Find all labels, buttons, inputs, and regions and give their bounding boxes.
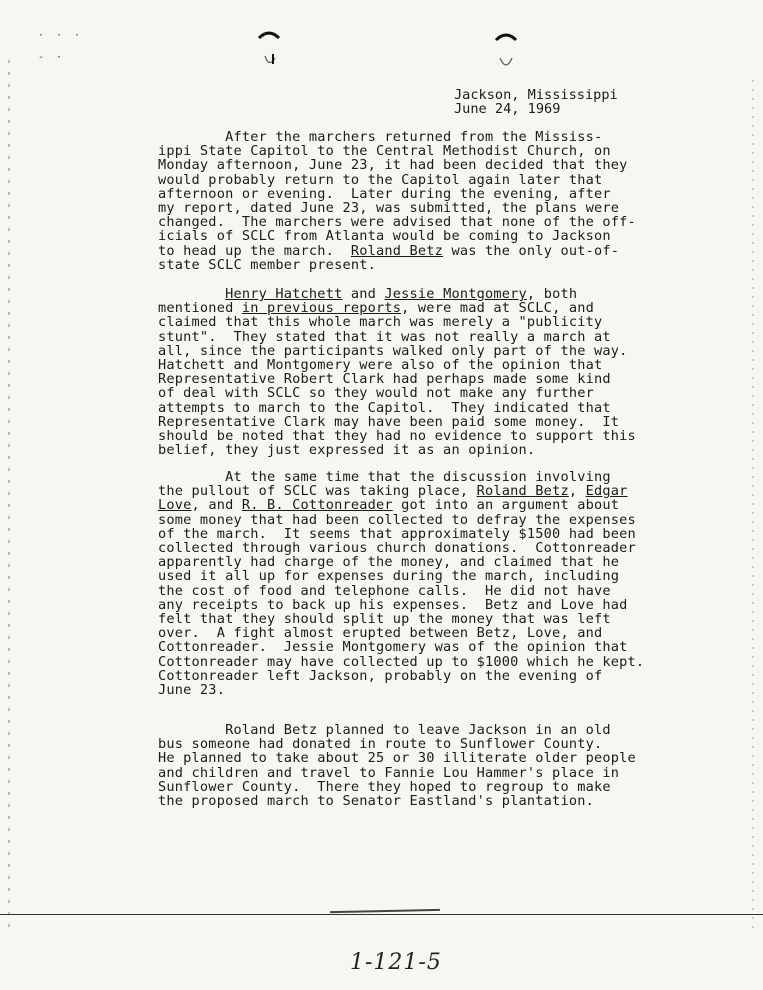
text-line: to head up the march. Roland Betz was the only out-of- xyxy=(158,242,620,259)
text-line: ippi State Capitol to the Central Methodist Church, on xyxy=(158,143,611,160)
text-line: mentioned in previous reports, were mad at SCLC, and xyxy=(158,300,594,317)
scan-edge-left xyxy=(8,60,10,930)
text-line: state SCLC member present. xyxy=(158,256,376,273)
text-line: Representative Robert Clark had perhaps made some kind xyxy=(158,371,611,388)
text-line: Sunflower County. There they hoped to regroup to make xyxy=(158,778,611,795)
dateline-city: Jackson, Mississippi xyxy=(454,87,618,103)
text-line: At the same time that the discussion involving xyxy=(158,469,611,485)
punch-hole-left xyxy=(255,28,283,68)
text-line: my report, dated June 23, was submitted, the plans were xyxy=(158,200,620,216)
text-line: Cottonreader. Jessie Montgomery was of the opinion that xyxy=(158,639,628,656)
text-line: and children and travel to Fannie Lou Hammer's place in xyxy=(158,764,620,781)
text-line: Hatchett and Montgomery were also of the opinion that xyxy=(158,357,603,373)
text-line: icials of SCLC from Atlanta would be coming to Jackson xyxy=(158,228,611,245)
text-line: felt that they should split up the money that was left xyxy=(158,611,611,627)
text-line: should be noted that they had no evidence to support this xyxy=(158,428,636,444)
text-line: After the marchers returned from the Mississ- xyxy=(158,129,603,145)
text-line: belief, they just expressed it as an opinion. xyxy=(158,442,536,459)
text-line: changed. The marchers were advised that none of the off- xyxy=(158,214,636,231)
scan-edge-right xyxy=(752,80,754,930)
text-line: Cottonreader left Jackson, probably on the evening of xyxy=(158,667,603,684)
text-line: Henry Hatchett and Jessie Montgomery, both xyxy=(225,286,578,302)
text-line: stunt". They stated that it was not really a march at xyxy=(158,328,611,345)
text-line: apparently had charge of the money, and claimed that he xyxy=(158,554,620,571)
text-line: Representative Clark may have been paid some money. It xyxy=(158,413,620,430)
text-line: used it all up for expenses during the march, including xyxy=(158,568,620,585)
text-line: all, since the participants walked only part of the way. xyxy=(158,342,628,359)
dateline-date: June 24, 1969 xyxy=(454,101,561,117)
text-line: the cost of food and telephone calls. He did not have xyxy=(158,582,611,599)
text-line: claimed that this whole march was merely a "publicity xyxy=(158,314,603,331)
text-line: June 23. xyxy=(158,682,226,698)
text-line: any receipts to back up his expenses. Betz and Love had xyxy=(158,596,628,613)
bottom-rule-stroke xyxy=(330,909,440,913)
handwritten-file-number: 1-121-5 xyxy=(350,950,442,975)
text-line: over. A fight almost erupted between Betz, Love, and xyxy=(158,625,603,642)
scan-marks: · · · - · xyxy=(38,30,81,63)
text-line: He planned to take about 25 or 30 illiterate older people xyxy=(158,750,636,767)
text-line: the proposed march to Senator Eastland's plantation. xyxy=(158,793,594,809)
text-line: some money that had been collected to defray the expenses xyxy=(158,511,636,528)
text-line: would probably return to the Capitol again later that xyxy=(158,171,603,188)
text-line: collected through various church donations. Cottonreader xyxy=(158,540,636,556)
text-line: Monday afternoon, June 23, it had been decided that they xyxy=(158,157,628,174)
text-line: of deal with SCLC so they would not make any further xyxy=(158,385,594,402)
text-line: the pullout of SCLC was taking place, Roland Betz, Edgar xyxy=(158,483,628,500)
text-line: bus someone had donated in route to Sunflower County. xyxy=(158,736,603,753)
text-line: of the march. It seems that approximately $1500 had been xyxy=(158,525,636,542)
bottom-rule xyxy=(0,914,763,915)
text-line: afternoon or evening. Later during the evening, after xyxy=(158,185,611,202)
text-line: attempts to march to the Capitol. They indicated that xyxy=(158,399,611,416)
punch-hole-right xyxy=(492,30,520,70)
text-line: Cottonreader may have collected up to $1000 which he kept. xyxy=(158,653,645,670)
text-line: Roland Betz planned to leave Jackson in an old xyxy=(158,722,611,738)
text-line: Love, and R. B. Cottonreader got into an argument about xyxy=(158,497,620,514)
